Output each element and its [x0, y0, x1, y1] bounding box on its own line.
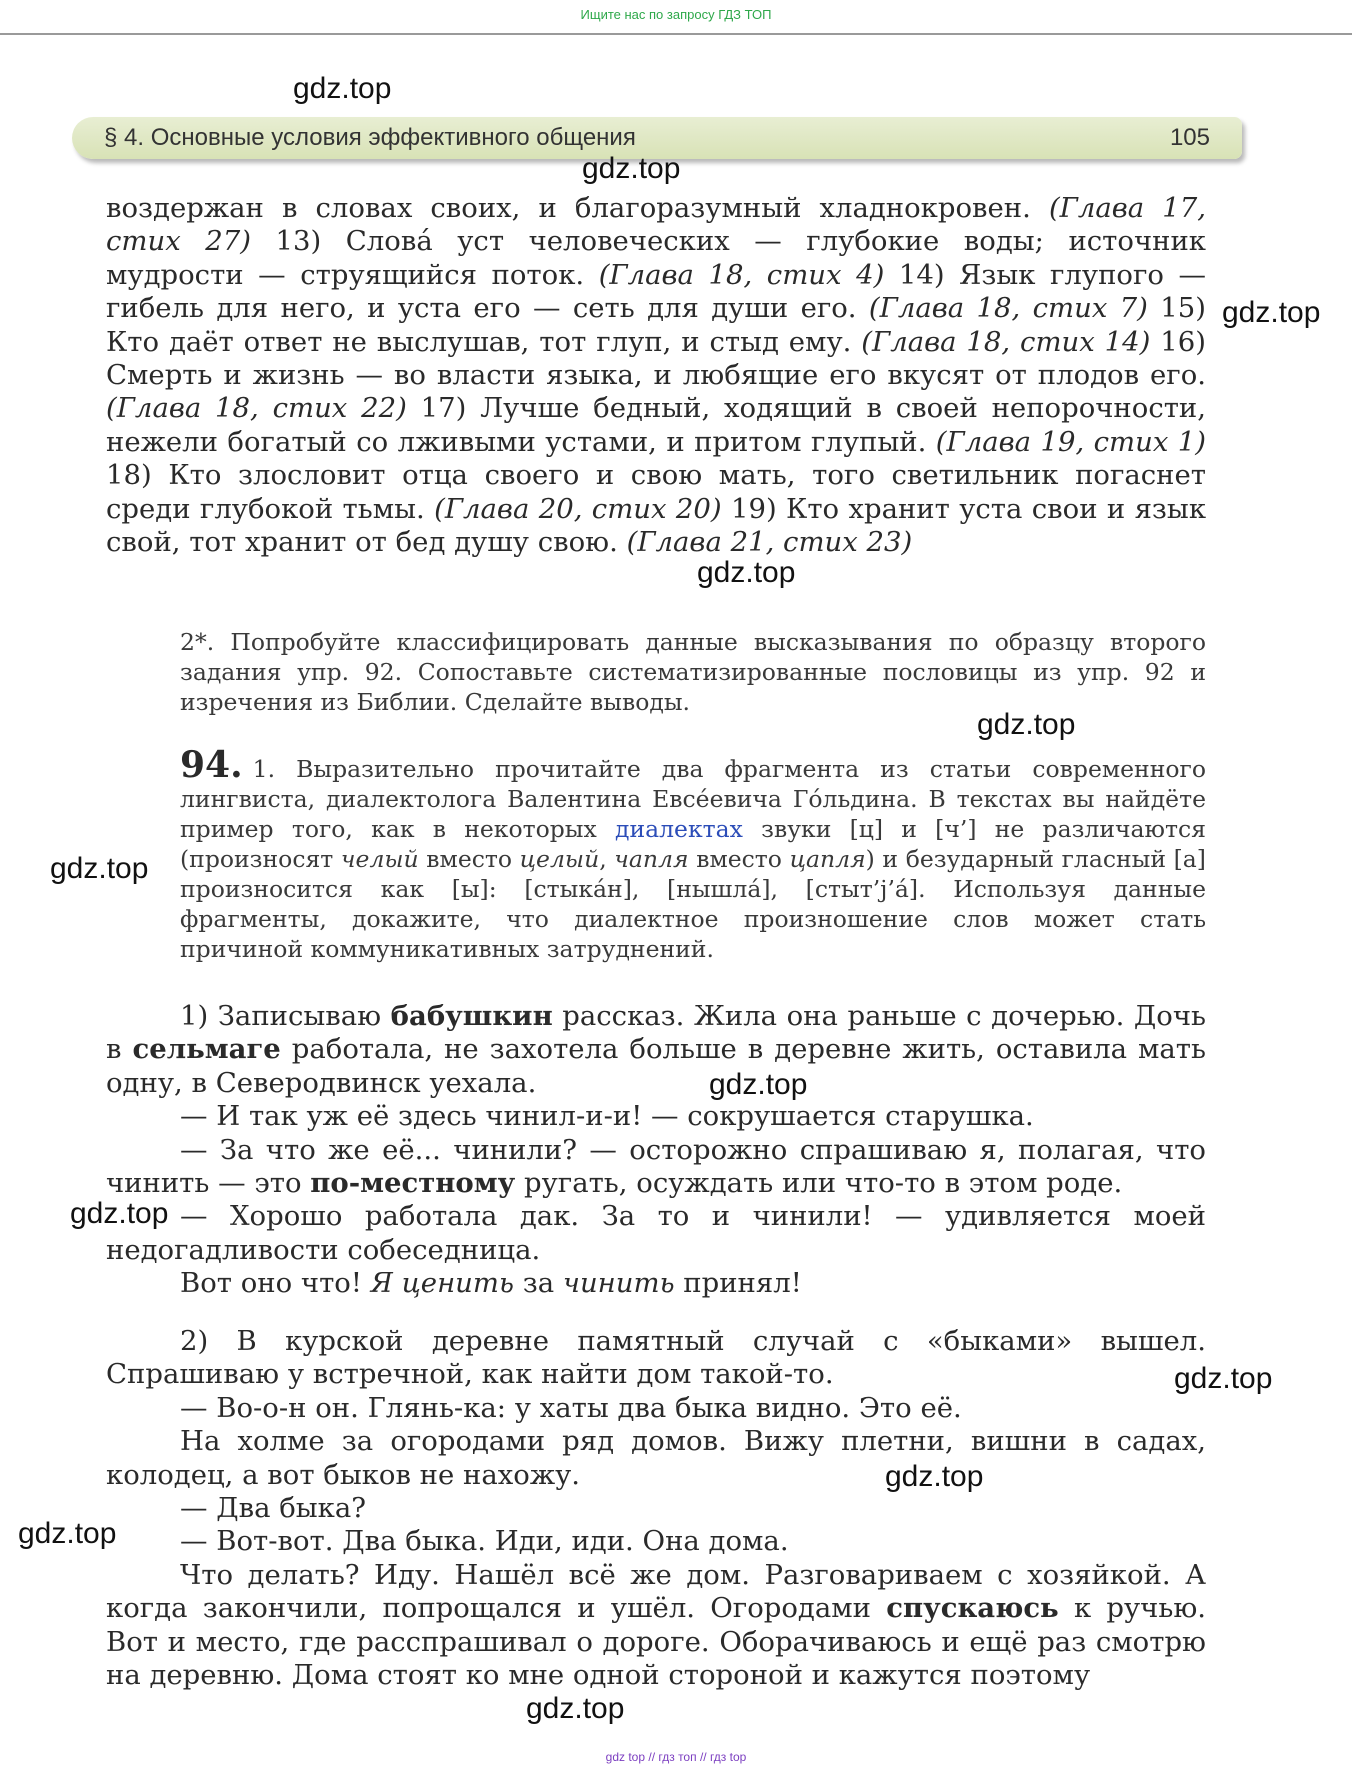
watermark: gdz.top [70, 1197, 169, 1230]
watermark: gdz.top [293, 72, 392, 105]
task-text: ) и безударный гласный [а] произносится как [ы]: [стыка́н], [нышла́], [стыт’j’а́]. Используя данные фрагменты, докажите, что диалектное произношение слов может стать причиной коммуникативных затруднений. [180, 845, 1206, 963]
quote-reference: (Глава 18, стих 4) [598, 258, 885, 291]
watermark: gdz.top [977, 708, 1076, 741]
fragment-paragraph: — И так уж её здесь чинил-и-и! — сокрушается старушка. [180, 1100, 1034, 1133]
fragment-paragraph: 1) Записываю бабушкин рассказ. Жила она раньше с дочерью. Дочь в сельмаге работала, не захотела больше в деревне жить, оставила мать одну, в Северодвинск уехала. [106, 1000, 1206, 1099]
example-word: чапля [614, 845, 689, 873]
fragment-paragraph: На холме за огородами ряд домов. Вижу плетни, вишни в садах, колодец, а вот быков не нахожу. [106, 1425, 1206, 1491]
footer-link[interactable]: gdz top [605, 1750, 646, 1764]
top-banner-text: Ищите нас по запросу ГДЗ ТОП [580, 7, 772, 22]
quote-reference: (Глава 20, стих 20) [434, 492, 722, 525]
quote-text: 19) Кто хранит уста свои и язык свой, тот хранит от бед душу свою. [106, 492, 1207, 559]
fragment-2 [106, 1325, 1206, 1692]
quote-text: воздержан в словах своих, и благоразумный хладнокровен. [106, 192, 1049, 224]
example-word: челый [340, 845, 419, 873]
quote-text: 13) Слова́ уст человеческих — глубокие воды; источник мудрости — струящийся поток. [106, 225, 1206, 291]
quote-reference: (Глава 18, стих 7) [868, 292, 1148, 325]
exercise-94 [180, 744, 1206, 964]
example-word: цапля [789, 845, 866, 873]
section-title: § 4. Основные условия эффективного общения [104, 124, 636, 151]
fragment-paragraph: — Вот-вот. Два быка. Иди, иди. Она дома. [180, 1525, 789, 1558]
watermark: gdz.top [885, 1460, 984, 1493]
example-word: целый [519, 845, 600, 873]
fragment-paragraph: — Во-о-н он. Глянь-ка: у хаты два быка видно. Это её. [180, 1391, 962, 1424]
quote-text: 14) Язык глупого — гибель для него, и уста его — сеть для души его. [106, 258, 1206, 325]
quote-text: 15) Кто даёт ответ не выслушав, тот глуп, и стыд ему. [106, 292, 1207, 358]
task-2: 2*. Попробуйте классифицировать данные высказывания по образцу второго задания упр. 92. Сопоставьте систематизированные пословицы из упр. 92 и изречения из Библии. Сделайте выводы. [180, 628, 1206, 716]
fragment-paragraph: — Хорошо работала дак. За то и чинили! — удивляется моей недогадливости собеседница. [106, 1200, 1206, 1266]
task-text: звуки [ц] и [ч’] не различаются (произносят [180, 815, 1206, 873]
quote-reference: (Глава 18, стих 14) [861, 325, 1151, 358]
fragment-paragraph: Что делать? Иду. Нашёл всё же дом. Разговариваем с хозяйкой. А когда закончили, попрощался и ушёл. Огородами спускаюсь к ручью. Вот и место, где расспрашивал о дороге. Оборачиваюсь и ещё раз смотрю на деревню. Дома стоят ко мне одной стороной и кажутся поэтому [106, 1558, 1207, 1692]
exercise-number: 94. [180, 744, 243, 786]
bible-quotes [106, 192, 1206, 559]
footer-link[interactable]: гдз top [709, 1750, 747, 1764]
watermark: gdz.top [526, 1692, 625, 1725]
task-text: вместо [688, 845, 790, 873]
fragment-paragraph: Вот оно что! Я ценить за чинить принял! [180, 1267, 802, 1300]
task-text: вместо [418, 845, 520, 873]
watermark: gdz.top [709, 1068, 808, 1101]
watermark: gdz.top [697, 556, 796, 589]
quote-reference: (Глава 21, стих 23) [626, 526, 913, 559]
quote-reference: (Глава 19, стих 1) [935, 425, 1206, 458]
quote-reference: (Глава 18, стих 22) [106, 392, 407, 425]
task-text: 1. Выразительно прочитайте два фрагмента из статьи современного лингвиста, диалектолога Валентина Евсе́евича Го́льдина. В текстах вы найдёте пример того, как в некоторых [180, 755, 1206, 843]
watermark: gdz.top [1174, 1362, 1273, 1395]
watermark: gdz.top [50, 852, 149, 885]
quote-text: 18) Кто злословит отца своего и свою мать, того светильник погаснет среди глубокой тьмы. [106, 459, 1206, 525]
quote-text: 17) Лучше бедный, ходящий в своей непорочности, нежели богатый со лживыми устами, и притом глупый. [106, 392, 1207, 458]
task-text: , [599, 845, 615, 873]
watermark: gdz.top [1222, 296, 1321, 329]
fragment-paragraph: 2) В курской деревне памятный случай с «быками» вышел. Спрашиваю у встречной, как найти дом такой-то. [106, 1325, 1206, 1391]
watermark: gdz.top [582, 152, 681, 185]
page-number: 105 [1169, 124, 1210, 151]
footer-separator: // [648, 1750, 656, 1764]
top-banner [0, 0, 1352, 35]
footer-links [0, 1750, 1352, 1764]
quote-reference: (Глава 17, стих 27) [106, 192, 1206, 258]
fragment-paragraph: — За что же её... чинили? — осторожно спрашиваю я, полагая, что чинить — это по-местному ругать, осуждать или что-то в этом роде. [106, 1133, 1206, 1200]
footer-link[interactable]: гдз топ [658, 1750, 697, 1764]
fragment-paragraph: — Два быка? [180, 1492, 366, 1525]
watermark: gdz.top [18, 1517, 117, 1550]
quote-text: 16) Смерть и жизнь — во власти языка, и любящие его вкусят от плодов его. [106, 325, 1206, 392]
footer-separator: // [699, 1750, 707, 1764]
dialects-link[interactable]: диалектах [614, 815, 743, 843]
fragment-1 [106, 1000, 1206, 1301]
